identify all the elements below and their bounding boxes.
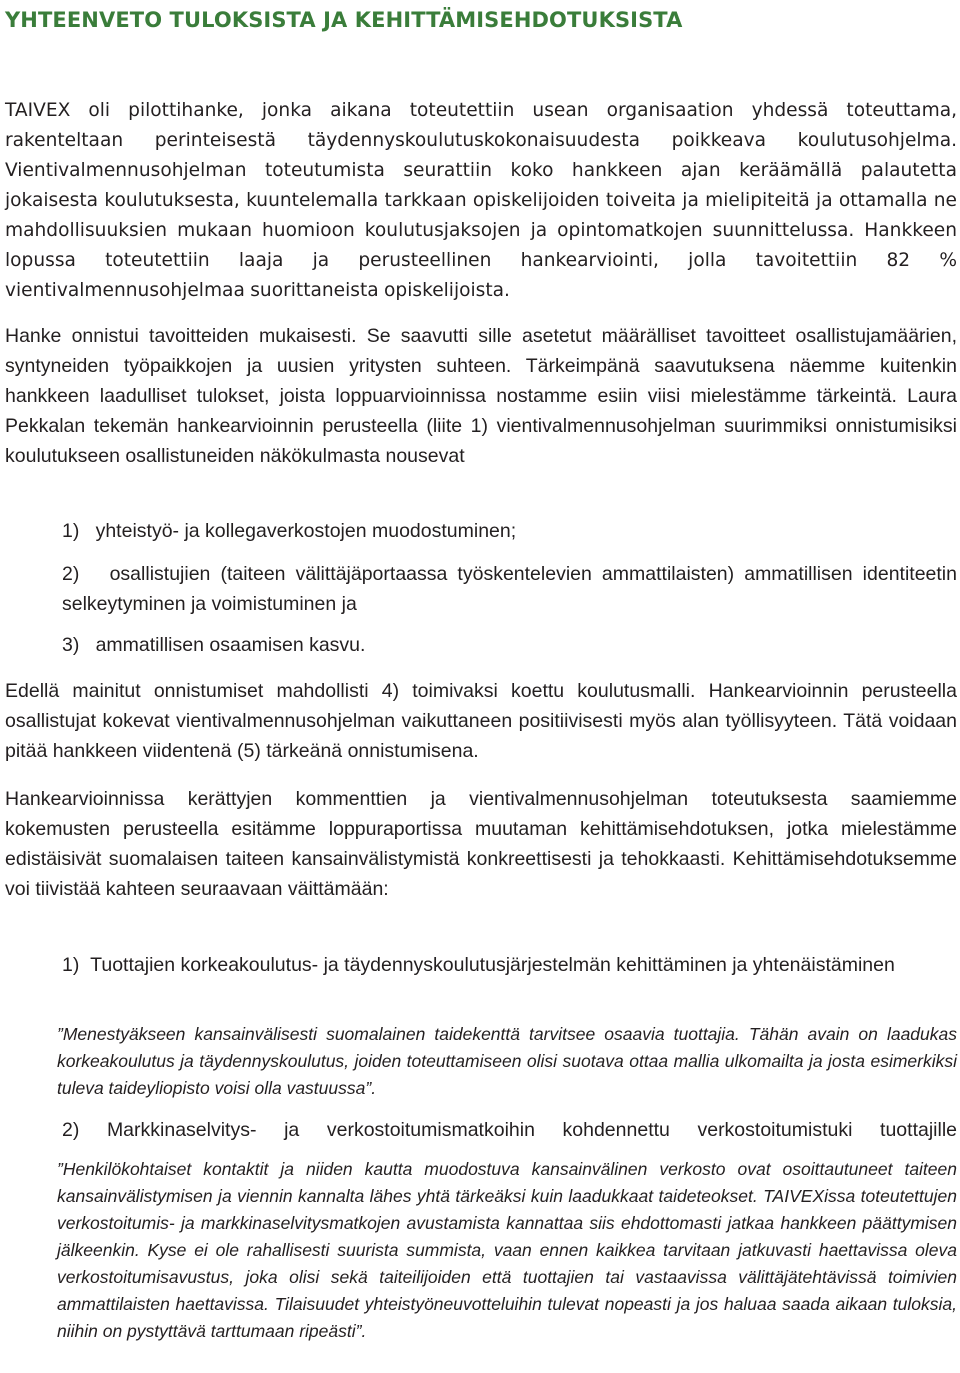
paragraph-model: Edellä mainitut onnistumiset mahdollisti 4) toimivaksi koettu koulutusmalli. Hankearvioinnin perusteella osallistujat kokevat vientivalmennusohjelman vaikuttaneen positiivisesti myös alan työllisyyteen. Tätä voidaan pitää hankkeen viidentenä (5) tärkeänä onnistumisena. — [5, 680, 957, 762]
paragraph-proposals: Hankearvioinnissa kerättyjen kommenttien ja vientivalmennusohjelman toteutuksesta saamiemme kokemusten perusteella esitämme loppuraportissa muutaman kehittämisehdotuksen, jotka mielestämme edistäisivät suomalaisen taiteen kansainvälistymistä konkreettisesti ja tehokkaasti. Kehittämisehdotuksemme voi tiivistää kahteen seuraavaan väittämään: — [5, 788, 957, 900]
quote-1: ”Menestyäkseen kansainvälisesti suomalainen taidekenttä tarvitsee osaavia tuottajia. Tähän avain on laadukas korkeakoulutus ja täydennyskoulutus, joiden toteuttamiseen olisi suotava ottaa mallia ulkomailta ja josta esimerkiksi tuleva taideyliopisto voisi olla vastuussa”. — [57, 1024, 957, 1098]
success-item-2: 2) osallistujien (taiteen välittäjäportaassa työskentelevien ammattilaisten) ammatillisen identiteetin selkeytyminen ja voimistuminen ja — [62, 563, 957, 615]
proposal-item-1: 1) Tuottajien korkeakoulutus- ja täydennyskoulutusjärjestelmän kehittäminen ja yhtenäistäminen — [62, 954, 895, 976]
paragraph-intro: TAIVEX oli pilottihanke, jonka aikana toteutettiin usean organisaation yhdessä toteuttama, rakenteltaan perinteisestä täydennyskoulutuskokonaisuudesta poikkeava koulutusohjelma. Vientivalmennusohjelman toteutumista seurattiin koko hankkeen ajan keräämällä palautetta jokaisesta koulutuksesta, kuuntelemalla tarkkaan opiskelijoiden toiveita ja mielipiteitä ja ottamalla ne mahdollisuuksien mukaan huomioon koulutusjaksojen ja opintomatkojen suunnittelussa. Hankkeen lopussa toteutettiin laaja ja perusteellinen hankearviointi, jolla tavoitettiin 82 % vientivalmennusohjelmaa suorittaneista opiskelijoista. — [5, 100, 957, 301]
success-item-1: 1) yhteistyö- ja kollegaverkostojen muodostuminen; — [62, 520, 517, 542]
proposal-item-2: 2) Markkinaselvitys- ja verkostoitumismatkoihin kohdennettu verkostoitumistuki tuottajille — [62, 1119, 957, 1141]
paragraph-results: Hanke onnistui tavoitteiden mukaisesti. Se saavutti sille asetetut määrälliset tavoitteet osallistujamäärien, syntyneiden työpaikkojen ja uusien yritysten suhteen. Tärkeimpänä saavutuksena näemme kuitenkin hankkeen laadulliset tulokset, joista loppuarvioinnissa nostamme esiin viisi mielestämme tärkeintä. Laura Pekkalan tekemän hankearvioinnin perusteella (liite 1) vientivalmennusohjelman suurimmiksi onnistumisiksi koulutukseen osallistuneiden näkökulmasta nousevat — [5, 325, 957, 467]
page-title: YHTEENVETO TULOKSISTA JA KEHITTÄMISEHDOTUKSISTA — [5, 8, 683, 32]
quote-2: ”Henkilökohtaiset kontaktit ja niiden kautta muodostuva kansainvälinen verkosto ovat osoittautuneet taiteen kansainvälistymisen ja viennin kannalta lähes yhtä tärkeäksi kuin laadukkaat taideteokset. TAIVEXissa toteutettujen verkostoitumis- ja markkinaselvitysmatkojen avustamista kannattaa siis ehdottomasti jatkaa hankkeen päättymisen jälkeenkin. Kyse ei ole rahallisesti suurista summista, vaan ennen kaikkea tarvitaan jatkuvasti haettavissa oleva verkostoitumisavustus, joka olisi sekä taiteilijoiden että tuottajien tai vastaavissa välittäjätehtävissä toimivien ammattilaisten haettavissa. Tilaisuudet yhteistyöneuvotteluihin tulevat nopeasti ja jos haluaa saada aikaan tuloksia, niihin on pystyttävä tarttumaan ripeästi”. — [57, 1159, 957, 1341]
success-item-3: 3) ammatillisen osaamisen kasvu. — [62, 634, 366, 656]
